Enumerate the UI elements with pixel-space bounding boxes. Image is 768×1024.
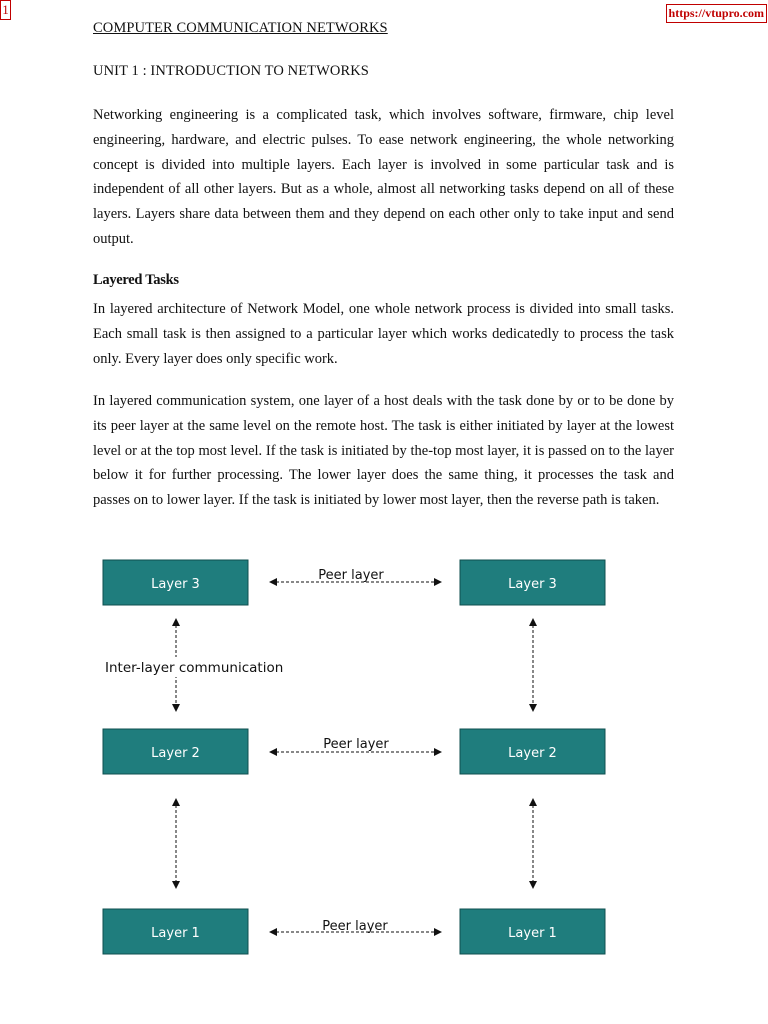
left-layer-1-label: Layer 1: [151, 926, 200, 941]
peer-layer-label-1: Peer layer: [322, 919, 388, 934]
paragraph-intro: Networking engineering is a complicated task, which involves software, firmware, chip level engineering, hardware, and electric pulses. To ease network engineering, the whole networking concept is divided into multiple layers. Each layer is involved in some particular task and is independent of all other layers. But as a whole, almost all networking tasks depend on all of these layers. Layers share data between them and they depend on each other only to take input and send output.: [93, 107, 674, 247]
document-title: COMPUTER COMMUNICATION NETWORKS: [93, 20, 388, 36]
section-heading-layered-tasks: Layered Tasks: [93, 272, 179, 288]
left-layer-3-box: [103, 560, 248, 605]
right-layer-1-box: [460, 909, 605, 954]
paragraph-layered-architecture: In layered architecture of Network Model, one whole network process is divided into small tasks. Each small task is then assigned to a particular layer which works dedicatedly to process the task only. Every layer does only specific work.: [93, 301, 674, 367]
unit-heading: UNIT 1 : INTRODUCTION TO NETWORKS: [93, 63, 369, 79]
left-layer-2-label: Layer 2: [151, 746, 200, 761]
layer-diagram: [0, 545, 768, 1024]
left-layer-2-box: [103, 729, 248, 774]
peer-arrow-3: [271, 568, 440, 583]
right-layer-3-label: Layer 3: [508, 577, 557, 592]
page-number: 1: [0, 0, 11, 20]
inter-layer-label: Inter-layer communication: [105, 660, 284, 676]
peer-layer-label-2: Peer layer: [323, 737, 389, 752]
right-layer-1-label: Layer 1: [508, 926, 557, 941]
site-link[interactable]: https://vtupro.com: [666, 4, 767, 23]
right-layer-2-box: [460, 729, 605, 774]
right-layer-2-label: Layer 2: [508, 746, 557, 761]
left-layer-3-label: Layer 3: [151, 577, 200, 592]
peer-arrow-1: [271, 919, 440, 934]
right-layer-3-box: [460, 560, 605, 605]
paragraph-layered-communication: In layered communication system, one layer of a host deals with the task done by or to be done by its peer layer at the same level on the remote host. The task is either initiated by layer at the lowest level or at the top most level. If the task is initiated by the-top most layer, it is passed on to the layer below it for further processing. The lower layer does the same thing, it processes the task and passes on to lower layer. If the task is initiated by lower most layer, then the reverse path is taken.: [93, 393, 674, 509]
peer-layer-label-3: Peer layer: [318, 568, 384, 583]
peer-arrow-2: [271, 737, 440, 752]
left-layer-1-box: [103, 909, 248, 954]
